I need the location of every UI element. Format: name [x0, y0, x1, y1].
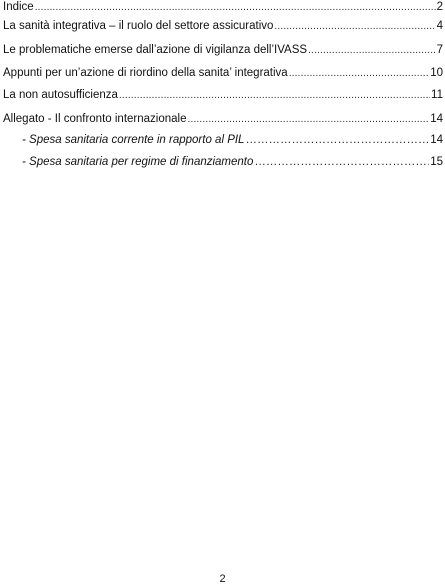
dot-leader	[245, 133, 429, 147]
toc-entry-title: La sanità integrativa – il ruolo del settore assicurativo	[3, 20, 274, 32]
toc-entry-page: 11	[431, 89, 443, 101]
dot-leader	[187, 113, 429, 127]
toc-entry-indice[interactable]	[3, 0, 443, 15]
dot-leader	[274, 20, 435, 34]
toc-entry-title: Appunti per un’azione di riordino della sanita’ integrativa	[3, 67, 288, 79]
dot-leader	[119, 89, 430, 103]
toc-entry-non-autosufficienza[interactable]	[3, 88, 443, 103]
page-number: 2	[219, 573, 226, 585]
toc-subentry-spesa-regime[interactable]	[22, 155, 443, 169]
toc-entry-page: 4	[436, 20, 443, 32]
toc-entry-sanita-integrativa[interactable]	[3, 19, 443, 34]
toc-entry-page: 14	[430, 113, 443, 125]
toc-entry-appunti-riordino[interactable]	[3, 66, 443, 81]
dot-leader	[289, 67, 430, 81]
toc-entry-page: 14	[430, 134, 443, 146]
toc-entry-title: Indice	[3, 1, 34, 13]
dot-leader	[35, 1, 436, 15]
dot-leader	[308, 44, 436, 58]
toc-entry-problematiche-vigilanza[interactable]	[3, 43, 443, 58]
toc-subentry-spesa-pil[interactable]	[22, 133, 443, 147]
toc-entry-title: Allegato - Il confronto internazionale	[3, 113, 187, 125]
toc-entry-page: 15	[430, 156, 443, 168]
toc-entry-title: - Spesa sanitaria per regime di finanziamento	[22, 156, 254, 168]
toc-entry-page: 7	[436, 44, 443, 56]
toc-entry-page: 10	[430, 67, 443, 79]
toc-entry-allegato-confronto[interactable]	[3, 112, 443, 127]
dot-leader	[254, 155, 429, 169]
toc-entry-page: 2	[436, 1, 443, 13]
toc-entry-title: Le problematiche emerse dall’azione di vigilanza dell’IVASS	[3, 44, 308, 56]
toc-entry-title: La non autosufficienza	[3, 89, 118, 101]
toc-entry-title: - Spesa sanitaria corrente in rapporto al PIL	[22, 134, 245, 146]
